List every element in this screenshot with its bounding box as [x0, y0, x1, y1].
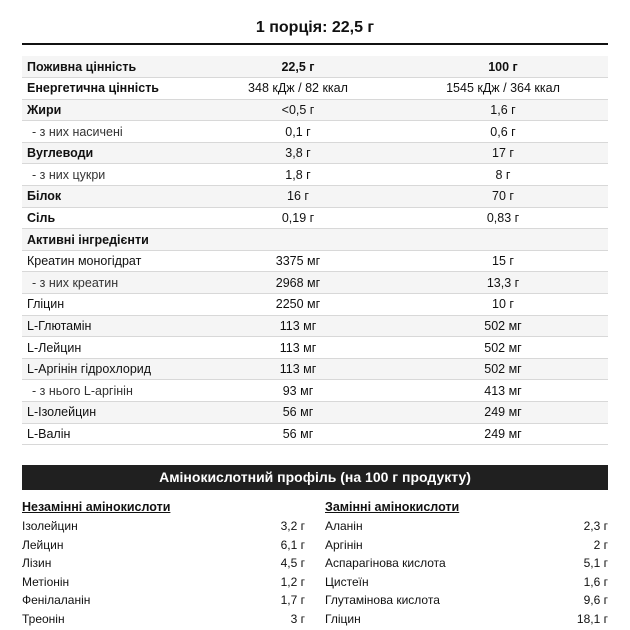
amino-value: 4,5 г [280, 556, 305, 571]
nutrition-row-100g-value: 413 мг [398, 380, 608, 402]
nutrition-row-100g-value: 8 г [398, 164, 608, 186]
nutrition-row-serving-value: 56 мг [198, 423, 398, 445]
nutrition-row-100g-value: 1,6 г [398, 99, 608, 121]
nutrition-header-100g: 100 г [398, 56, 608, 78]
amino-name: Глутамінова кислота [325, 593, 440, 608]
amino-name: Гліцин [325, 611, 361, 626]
nutrition-header-label: Поживна цінність [22, 56, 198, 78]
amino-name: Фенілаланін [22, 593, 91, 608]
amino-name: Аспарагінова кислота [325, 556, 446, 571]
nutrition-row-serving-value: 3,8 г [198, 142, 398, 164]
nutrition-row-serving-value [198, 229, 398, 251]
essential-amino-item [22, 536, 307, 555]
nutrition-header-serving: 22,5 г [198, 56, 398, 78]
essential-amino-item [22, 591, 307, 610]
nutrition-row-100g-value: 10 г [398, 294, 608, 316]
nutrition-row [22, 358, 608, 380]
nutrition-row [22, 186, 608, 208]
nutrition-row-label: Вуглеводи [22, 142, 198, 164]
nutrition-row-label: L-Аргінін гідрохлорид [22, 358, 198, 380]
nutrition-row-serving-value: 0,1 г [198, 121, 398, 143]
nutrition-row-100g-value: 70 г [398, 186, 608, 208]
essential-amino-item [22, 610, 307, 629]
nutrition-row-label: Жири [22, 99, 198, 121]
nutrition-row-serving-value: 16 г [198, 186, 398, 208]
nutrition-row [22, 99, 608, 121]
nutrition-row-100g-value: 15 г [398, 250, 608, 272]
amino-value: 18,1 г [576, 611, 608, 626]
nutrition-row-label: - з нього L-аргінін [22, 380, 198, 402]
nutrition-row-100g-value: 0,83 г [398, 207, 608, 229]
nutrition-row-label: - з них насичені [22, 121, 198, 143]
nutrition-row-serving-value: 113 мг [198, 337, 398, 359]
amino-name: Треонін [22, 611, 65, 626]
nutrition-row-100g-value: 249 мг [398, 423, 608, 445]
nutrition-table [22, 56, 608, 445]
essential-amino-heading: Незамінні амінокислоти [22, 500, 171, 514]
nutrition-row-label: Активні інгредієнти [22, 229, 198, 251]
amino-value: 6,1 г [280, 537, 305, 552]
nutrition-row-serving-value: 348 кДж / 82 ккал [198, 78, 398, 100]
nutrition-row [22, 164, 608, 186]
nutrition-header-row [22, 56, 608, 78]
amino-name: Цистеїн [325, 574, 369, 589]
nutrition-row-label: Креатин моногідрат [22, 250, 198, 272]
nutrition-row-label: L-Лейцин [22, 337, 198, 359]
nutrition-row-serving-value: <0,5 г [198, 99, 398, 121]
nutrition-row-100g-value: 17 г [398, 142, 608, 164]
nutrition-row-100g-value: 1545 кДж / 364 ккал [398, 78, 608, 100]
amino-value: 2,3 г [583, 519, 608, 533]
amino-name: Лейцин [22, 537, 64, 552]
title-divider [22, 43, 608, 45]
nonessential-amino-item [325, 591, 610, 610]
amino-value: 3 г [290, 611, 305, 626]
nutrition-row-serving-value: 113 мг [198, 315, 398, 337]
nutrition-row [22, 207, 608, 229]
nutrition-row [22, 272, 608, 294]
essential-amino-item [22, 573, 307, 592]
amino-value: 5,1 г [583, 556, 608, 571]
nutrition-row-label: Гліцин [22, 294, 198, 316]
nutrition-row-label: - з них цукри [22, 164, 198, 186]
nutrition-row [22, 229, 608, 251]
nutrition-row-100g-value: 502 мг [398, 337, 608, 359]
amino-value: 9,6 г [583, 593, 608, 608]
nutrition-row-serving-value: 0,19 г [198, 207, 398, 229]
essential-amino-item [22, 517, 307, 536]
nutrition-row [22, 380, 608, 402]
nutrition-row [22, 78, 608, 100]
nutrition-row-label: L-Ізолейцин [22, 402, 198, 424]
nonessential-amino-item [325, 536, 610, 555]
nutrition-row [22, 250, 608, 272]
nutrition-row-label: - з них креатин [22, 272, 198, 294]
nutrition-row [22, 294, 608, 316]
amino-name: Лізин [22, 556, 52, 571]
amino-name: Аланін [325, 519, 363, 533]
nutrition-row-100g-value [398, 229, 608, 251]
essential-amino-list [22, 498, 307, 629]
nutrition-row-label: Сіль [22, 207, 198, 229]
serving-title: 1 порція: 22,5 г [255, 19, 375, 36]
nonessential-amino-item [325, 573, 610, 592]
nutrition-row-label: Енергетична цінність [22, 78, 198, 100]
nutrition-row-label: Білок [22, 186, 198, 208]
nutrition-row [22, 423, 608, 445]
amino-name: Метіонін [22, 574, 70, 589]
nonessential-amino-list [325, 498, 610, 629]
amino-value: 1,7 г [280, 593, 305, 608]
nutrition-row-serving-value: 56 мг [198, 402, 398, 424]
amino-profile-heading: Амінокислотний профіль (на 100 г продукту) [22, 465, 608, 490]
nutrition-row-100g-value: 0,6 г [398, 121, 608, 143]
amino-name: Ізолейцин [22, 519, 78, 533]
amino-value: 3,2 г [280, 519, 305, 533]
amino-name: Аргінін [325, 537, 363, 552]
nutrition-row-serving-value: 1,8 г [198, 164, 398, 186]
amino-value: 2 г [593, 537, 608, 552]
nutrition-row-label: L-Валін [22, 423, 198, 445]
essential-amino-item [22, 554, 307, 573]
nonessential-amino-item [325, 610, 610, 629]
nonessential-amino-item [325, 517, 610, 536]
amino-value: 1,6 г [583, 574, 608, 589]
nutrition-row [22, 121, 608, 143]
nutrition-row [22, 402, 608, 424]
nutrition-row-serving-value: 113 мг [198, 358, 398, 380]
nutrition-row [22, 315, 608, 337]
nutrition-row-100g-value: 249 мг [398, 402, 608, 424]
nutrition-row-serving-value: 3375 мг [198, 250, 398, 272]
nutrition-row-serving-value: 93 мг [198, 380, 398, 402]
amino-value: 1,2 г [280, 574, 305, 589]
nutrition-row-100g-value: 502 мг [398, 358, 608, 380]
nonessential-amino-heading: Замінні амінокислоти [325, 500, 460, 514]
nutrition-row-serving-value: 2968 мг [198, 272, 398, 294]
nutrition-row-100g-value: 502 мг [398, 315, 608, 337]
nutrition-row [22, 337, 608, 359]
nonessential-amino-item [325, 554, 610, 573]
nutrition-row-label: L-Глютамін [22, 315, 198, 337]
nutrition-row-100g-value: 13,3 г [398, 272, 608, 294]
nutrition-row [22, 142, 608, 164]
nutrition-row-serving-value: 2250 мг [198, 294, 398, 316]
